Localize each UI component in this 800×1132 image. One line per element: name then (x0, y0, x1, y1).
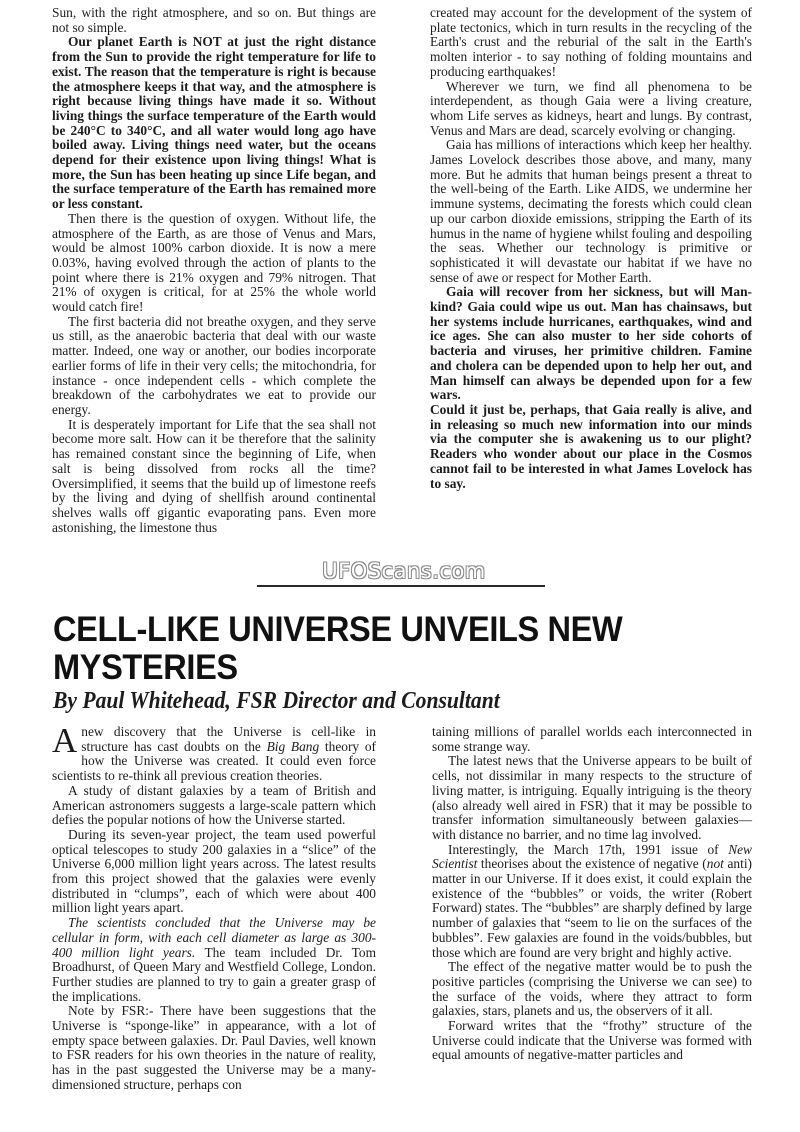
paragraph (432, 754, 752, 842)
section-divider (257, 585, 545, 587)
paragraph: Our planet Earth is NOT at just the right distance from the Sun to provide the right temperature for life to exist. The reason that the temperature is right is because the atmosphere keeps it that way, and the atmosphere is right because living things have made it so. Without living things the surface temperature of the Earth would be 240°C to 340°C, and all water would long ago have boiled away. Living things need water, but the oceans depend for their existence upon living things! What is more, the Sun has been heating up since Life began, and the surface temperature of the Earth has remained more or less constant. (52, 34, 376, 212)
text-run: Note by FSR:- There have been suggestions that the Universe is “sponge-like” in appearance, with a lot of empty space between galaxies. Dr. Paul Davies, well known to FSR readers for his own theories in the nature of reality, has in the past suggested the Universe may be a many-dimensioned structure, perhaps con (52, 1003, 376, 1092)
paragraph (432, 960, 752, 1019)
article-byline: By Paul Whitehead, FSR Director and Consultant (53, 688, 500, 714)
paragraph (432, 725, 752, 754)
previous-article-left-column (52, 6, 376, 535)
paragraph (432, 843, 752, 961)
paragraph: It is desperately important for Life that the sea shall not become more salt. How can it be therefore that the salinity has remained constant since the beginning of Life, when salt is being dissolved from rocks all the time? Oversimplified, it seems that the build up of limestone reefs by the living and dying of shellfish around continental shelves walls off gigantic evaporating pans. Even more astonishing, the limestone thus (52, 416, 376, 535)
text-run: Interestingly, the March 17th, 1991 issue of (448, 841, 729, 857)
article-headline: CELL-LIKE UNIVERSE UNVEILS NEW MYSTERIES (53, 610, 623, 687)
paragraph: Wherever we turn, we find all phenomena to be interdependent, as though Gaia were a living creature, whom Life serves as kidneys, heart and lungs. By contrast, Venus and Mars are dead, scarcely evolving or changing. (430, 78, 752, 138)
paragraph (432, 1019, 752, 1063)
paragraph: Could it just be, perhaps, that Gaia really is alive, and in releasing so much new information into our minds via the computer she is awakening us to our plight? Readers who wonder about our place in the Cosmos cannot fail to be interested in what James Lovelock has to say. (430, 401, 752, 491)
text-run: A study of distant galaxies by a team of British and American astronomers suggests a large-scale pattern which defies the popular notions of how the Universe started. (52, 782, 376, 828)
text-run: theory of how the Universe was created. It could even force scientists to re-think all previous creation theories. (52, 738, 376, 784)
paragraph (52, 828, 376, 916)
text-run: The effect of the negative matter would be to push the positive particles (comprising the Universe we can see) to the surface of the voids, where they attract to form galaxies, stars, planets and us, the observers of it all. (432, 959, 752, 1019)
article-left-column (52, 721, 376, 1093)
article-right-column (432, 725, 752, 1063)
paragraph: The first bacteria did not breathe oxygen, and they serve us still, as the anaerobic bacteria that deal with our waste matter. Indeed, one way or another, our bodies incorporate earlier forms of life in their very cells; the mitochondria, for instance - once independent cells - which complete the breakdown of the carbohydrates we eat to provide our energy. (52, 313, 376, 417)
paragraph (52, 784, 376, 828)
watermark: UFOScans.com (322, 559, 486, 583)
paragraph (52, 916, 376, 1004)
previous-article-right-column (430, 6, 752, 491)
paragraph: Then there is the question of oxygen. Without life, the atmosphere of the Earth, as are those of Venus and Mars, would be almost 100% carbon dioxide. It is now a mere 0.03%, having evolved through the action of plants to the point where there is 21% oxygen and 79% nitrogen. That 21% of oxygen is critical, for at 25% the whole world would catch fire! (52, 210, 376, 315)
italic-text: The scientists concluded that the Universe may be cellular in form, with each cell diameter as large as 300-400 million light years. (52, 915, 376, 960)
paragraph: created may account for the development of the system of plate tectonics, which in turn results in the recycling of the Earth's crust and the reburial of the salt in the Earth's molten interior - to say nothing of folding mountains and producing earthquakes! (430, 5, 752, 79)
paragraph (52, 1004, 376, 1092)
text-run: Forward writes that the “frothy” structure of the Universe could indicate that the Universe was formed with equal amounts of negative-matter particles and (432, 1018, 752, 1063)
text-run: The latest news that the Universe appears to be built of cells, not dissimilar in many respects to the structure of living matter, is intriguing. Equally intriguing is the theory (also already well aired in FSR) that it may be possible to transfer information simultaneously between galaxies—with distance no barrier, and no time lag involved. (432, 753, 752, 842)
paragraph: Sun, with the right atmosphere, and so on. But things are not so simple. (52, 5, 376, 35)
paragraph: Gaia has millions of interactions which keep her healthy. James Lovelock describes those above, and many, many more. But he admits that human beings present a threat to the well-being of the Earth. Like AIDS, we undermine her immune systems, decimating the forests which could clean up our carbon dioxide emissions, stripping the Earth of its humus in the name of hygiene whilst fouling and despoiling the seas. Whether our technology is primitive or sophisticated it will devastate our habitat if we have no sense of awe or respect for Mother Earth. (430, 137, 752, 285)
text-run: theorises about the existence of negative ( (477, 856, 707, 872)
text-run: The team included Dr. Tom Broadhurst, of Queen Mary and Westfield College, London. Further studies are planned to try to gain a greater grasp of the implications. (52, 944, 376, 1004)
italic-text: Big Bang (266, 738, 320, 754)
text-run: new discovery that the Universe is cell-like in structure has cast doubts on the (81, 724, 376, 754)
text-run: During its seven-year project, the team used powerful optical telescopes to study 200 galaxies in a “slice” of the Universe 6,000 million light years across. The latest results from this project showed that the galaxies were evenly distributed in “clumps”, each of which were about 400 million light years apart. (52, 826, 376, 916)
italic-text: New Scientist (432, 841, 752, 872)
italic-text: not (706, 856, 724, 872)
text-run: taining millions of parallel worlds each interconnected in some strange way. (432, 724, 752, 754)
paragraph (52, 721, 376, 784)
drop-cap: A (52, 721, 78, 760)
paragraph: Gaia will recover from her sickness, but will Mankind? Gaia could wipe us out. Man has chainsaws, but her systems include hurricanes, earthquakes, wind and ice ages. She can also muster to her side cohorts of bacteria and viruses, her primitive children. Famine and cholera can be depended upon to help her out, and Man himself can always be depended upon for a few wars. (430, 284, 752, 403)
text-run: anti) matter in our Universe. If it does exist, it could explain the existence of the “bubbles” or voids, the writer (Robert Forward) states. The “bubbles” are sharply defined by large number of galaxies that “seem to lie on the surfaces of the bubbles”. Few galaxies are found in the voids/bubbles, but those which are found are very bright and highly active. (432, 856, 753, 960)
